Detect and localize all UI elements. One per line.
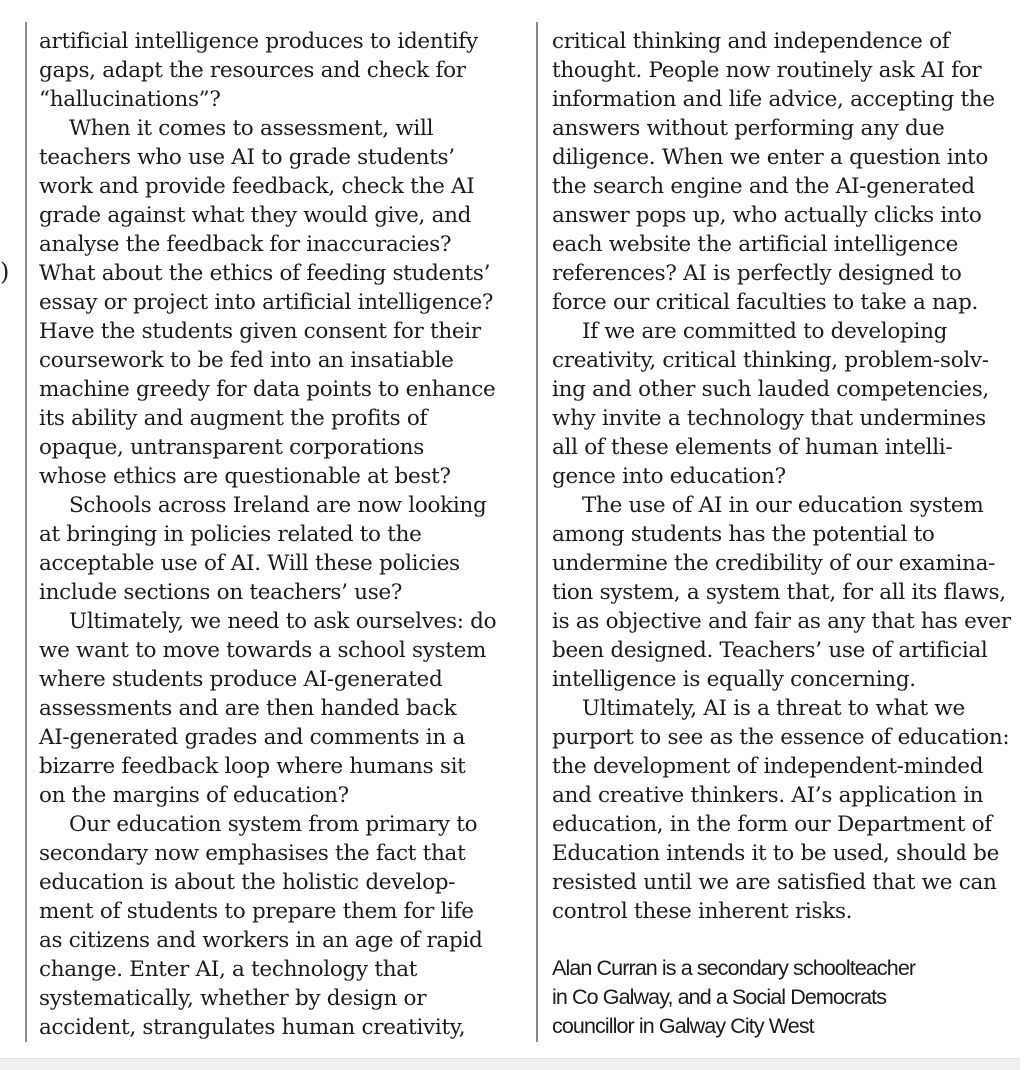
- text-line: change. Enter AI, a technology that: [39, 957, 418, 982]
- text-line: machine greedy for data points to enhance: [39, 377, 496, 402]
- article-column-left: [39, 27, 529, 1042]
- text-line: bizarre feedback loop where humans sit: [39, 754, 466, 779]
- text-line: critical thinking and independence of: [552, 29, 950, 54]
- author-bio-line: councillor in Galway City West: [552, 1014, 814, 1038]
- text-line: assessments and are then handed back: [39, 696, 457, 721]
- text-line: The use of AI in our education system: [582, 493, 984, 518]
- text-line: we want to move towards a school system: [39, 638, 487, 663]
- text-line: artificial intelligence produces to identify: [39, 29, 478, 54]
- text-line: Have the students given consent for their: [39, 319, 481, 344]
- text-line: references? AI is perfectly designed to: [552, 261, 962, 286]
- text-line: Education intends it to be used, should be: [552, 841, 1000, 866]
- text-line: each website the artificial intelligence: [552, 232, 959, 257]
- text-line: its ability and augment the profits of: [39, 406, 428, 431]
- text-line: secondary now emphasises the fact that: [39, 841, 466, 866]
- text-line: work and provide feedback, check the AI: [39, 174, 475, 199]
- text-line: the search engine and the AI-generated: [552, 174, 975, 199]
- text-line: opaque, untransparent corporations: [39, 435, 424, 460]
- author-bio: [552, 954, 915, 1041]
- text-line: where students produce AI-generated: [39, 667, 443, 692]
- author-bio-line: in Co Galway, and a Social Democrats: [552, 985, 887, 1009]
- text-line: the development of independent-minded: [552, 754, 984, 779]
- column-rule-middle: [536, 22, 538, 1042]
- text-line: answer pops up, who actually clicks into: [552, 203, 982, 228]
- text-line: intelligence is equally concerning.: [552, 667, 916, 692]
- text-line: as citizens and workers in an age of rapid: [39, 928, 483, 953]
- text-line: why invite a technology that undermines: [552, 406, 986, 431]
- text-line: gaps, adapt the resources and check for: [39, 58, 466, 83]
- text-line: essay or project into artificial intelligence?: [39, 290, 494, 315]
- text-line: purport to see as the essence of education:: [552, 725, 1010, 750]
- text-line: analyse the feedback for inaccuracies?: [39, 232, 452, 257]
- margin-bracket-mark: ): [0, 258, 10, 286]
- text-line: ing and other such lauded competencies,: [552, 377, 989, 402]
- text-line: gence into education?: [552, 464, 786, 489]
- text-line: resisted until we are satisfied that we can: [552, 870, 997, 895]
- text-line: at bringing in policies related to the: [39, 522, 422, 547]
- text-line: teachers who use AI to grade students’: [39, 145, 455, 170]
- text-line: thought. People now routinely ask AI for: [552, 58, 982, 83]
- text-line: creativity, critical thinking, problem-solv-: [552, 348, 989, 373]
- text-line: AI-generated grades and comments in a: [39, 725, 465, 750]
- text-line: is as objective and fair as any that has ever: [552, 609, 1011, 634]
- text-line: systematically, whether by design or: [39, 986, 427, 1011]
- text-line: include sections on teachers’ use?: [39, 580, 403, 605]
- text-line: If we are committed to developing: [582, 319, 948, 344]
- text-line: What about the ethics of feeding students’: [39, 261, 491, 286]
- text-line: among students has the potential to: [552, 522, 935, 547]
- text-line: When it comes to assessment, will: [69, 116, 434, 141]
- text-line: whose ethics are questionable at best?: [39, 464, 451, 489]
- text-line: and creative thinkers. AI’s application in: [552, 783, 984, 808]
- text-line: answers without performing any due: [552, 116, 945, 141]
- text-line: control these inherent risks.: [552, 899, 853, 924]
- text-line: all of these elements of human intelli-: [552, 435, 953, 460]
- text-line: Schools across Ireland are now looking: [69, 493, 487, 518]
- text-line: force our critical faculties to take a nap.: [552, 290, 979, 315]
- text-line: undermine the credibility of our examina-: [552, 551, 996, 576]
- viewer-bottom-bar: [0, 1058, 1020, 1070]
- text-line: accident, strangulates human creativity,: [39, 1015, 466, 1040]
- author-bio-line: Alan Curran is a secondary schoolteacher: [552, 956, 916, 980]
- column-rule-left: [25, 22, 27, 1042]
- text-line: tion system, a system that, for all its flaws,: [552, 580, 1006, 605]
- text-line: Ultimately, we need to ask ourselves: do: [69, 609, 497, 634]
- article-column-right: [552, 27, 1032, 926]
- text-line: Our education system from primary to: [69, 812, 478, 837]
- text-line: coursework to be fed into an insatiable: [39, 348, 454, 373]
- text-line: Ultimately, AI is a threat to what we: [582, 696, 965, 721]
- text-line: been designed. Teachers’ use of artificial: [552, 638, 988, 663]
- text-line: diligence. When we enter a question into: [552, 145, 988, 170]
- text-line: on the margins of education?: [39, 783, 349, 808]
- text-line: information and life advice, accepting the: [552, 87, 995, 112]
- text-line: ment of students to prepare them for life: [39, 899, 474, 924]
- text-line: education is about the holistic develop-: [39, 870, 456, 895]
- text-line: “hallucinations”?: [39, 87, 221, 112]
- text-line: grade against what they would give, and: [39, 203, 472, 228]
- text-line: education, in the form our Department of: [552, 812, 992, 837]
- text-line: acceptable use of AI. Will these policies: [39, 551, 460, 576]
